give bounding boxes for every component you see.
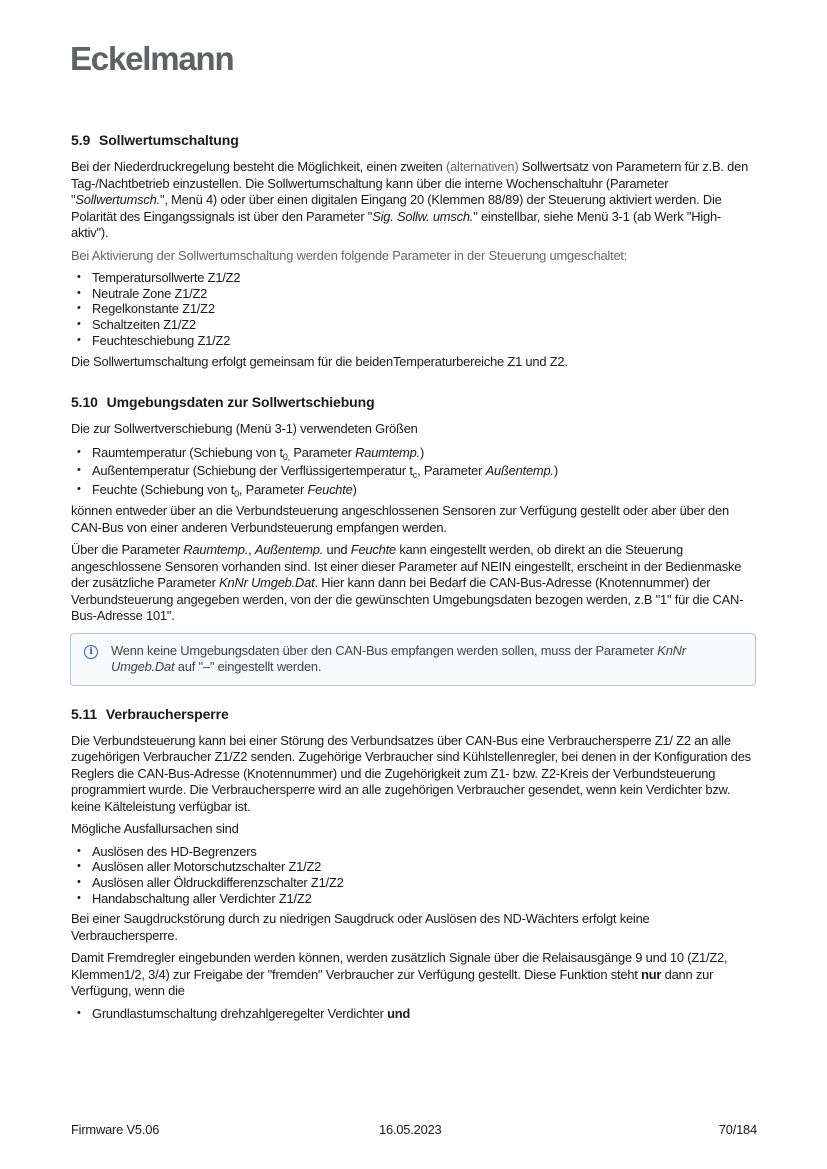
section-number: 5.11 bbox=[71, 705, 98, 722]
text: und bbox=[323, 542, 351, 558]
page-number: 70/184 bbox=[718, 1122, 757, 1137]
section-number: 5.10 bbox=[71, 394, 98, 411]
text: ", Menü 4) oder über einen digitalen Eingang 20 (Klemmen 88/89) der Steuerung aktiviert werden. Die Polarität des Eingangssignals ist über den Parameter " bbox=[71, 192, 722, 224]
list-item: • Handabschaltung aller Verdichter Z1/Z2 bbox=[77, 891, 757, 907]
text: Über die Parameter bbox=[71, 542, 184, 558]
list-item bbox=[77, 481, 757, 499]
text: dann zur Verfügung, wenn die bbox=[71, 966, 714, 999]
info-note-box bbox=[70, 633, 756, 686]
text: Grundlastumschaltung drehzahlgeregelter Verdichter bbox=[92, 1005, 388, 1021]
param-name: Sollwertumsch. bbox=[75, 192, 160, 207]
paragraph bbox=[71, 950, 757, 1000]
text: . Hier kann dann bei Bedarf die CAN-Bus-Adresse (Knotennummer) der Verbundsteuerung angegeben werden, von der die gewünschten Umgebungsdaten bezogen werden, z.B "1" für die CAN-Bus-Adresse 101". bbox=[71, 575, 744, 624]
param-name: Raumtemp. bbox=[355, 444, 420, 460]
bullet-list bbox=[71, 270, 757, 349]
list-item: • Regelkonstante Z1/Z2 bbox=[77, 301, 757, 317]
text: auf "–" eingestellt werden. bbox=[174, 659, 322, 675]
bullet-list bbox=[71, 844, 757, 907]
param-name: KnNr Umgeb.Dat bbox=[219, 575, 315, 591]
text: Parameter bbox=[289, 444, 356, 460]
section-title: Umgebungsdaten zur Sollwertschiebung bbox=[106, 394, 375, 411]
bullet-list bbox=[71, 1006, 757, 1022]
text: " einstellbar, siehe Menü 3-1 (ab Werk "High-aktiv"). bbox=[71, 208, 722, 240]
paragraph: Bei Aktivierung der Sollwertumschaltung werden folgende Parameter in der Steuerung umgeschaltet: bbox=[71, 247, 628, 263]
text: , Parameter bbox=[238, 481, 308, 497]
paragraph bbox=[71, 542, 757, 625]
section-heading-5-9 bbox=[71, 132, 757, 148]
section-title: Sollwertumschaltung bbox=[98, 132, 239, 148]
document-date: 16.05.2023 bbox=[379, 1122, 442, 1137]
text: , Parameter bbox=[417, 463, 486, 479]
list-item bbox=[77, 462, 757, 480]
text: kann eingestellt werden, ob direkt an die Steuerung angeschlossene Sensoren vorhanden sind. Ist einer dieser Parameter auf NEIN eingestellt, erscheint in der Bedienmaske der zusätzliche Parameter bbox=[71, 542, 742, 591]
list-item: • Auslösen des HD-Begrenzers bbox=[77, 844, 757, 860]
bullet-list bbox=[71, 444, 757, 499]
note-text bbox=[111, 643, 745, 676]
param-name: Außentemp. bbox=[485, 463, 554, 479]
text: ) bbox=[352, 481, 357, 497]
text: Raumtemperatur (Schiebung von t bbox=[92, 444, 283, 460]
paragraph: Bei einer Saugdruckstörung durch zu niedrigen Saugdruck oder Auslösen des ND-Wächters erfolgt keine Verbrauchersperre. bbox=[71, 911, 650, 943]
text: Feuchte (Schiebung von t bbox=[92, 481, 235, 497]
param-name: Sig. Sollw. umsch. bbox=[372, 208, 474, 224]
text: Damit Fremdregler eingebunden werden können, werden zusätzlich Signale über die Relaisausgänge 9 und 10 (Z1/Z2, Klemmen1/2, 3/4) zur Freigabe der "fremden" Verbraucher zur Verfügung gestellt. Diese Funktion steht bbox=[71, 950, 728, 982]
document-body bbox=[71, 132, 757, 1027]
list-item: • Neutrale Zone Z1/Z2 bbox=[77, 286, 757, 302]
company-logo: Eckelmann bbox=[70, 40, 234, 77]
paragraph: Die Sollwertumschaltung erfolgt gemeinsam für die beidenTemperaturbereiche Z1 und Z2. bbox=[71, 353, 568, 369]
info-icon: i bbox=[84, 645, 98, 659]
param-name: Feuchte bbox=[307, 481, 353, 497]
firmware-version: Firmware V5.06 bbox=[71, 1122, 160, 1137]
subscript: c bbox=[412, 470, 418, 481]
paragraph: Mögliche Ausfallursachen sind bbox=[71, 821, 239, 837]
text: Bei der Niederdruckregelung besteht die Möglichkeit, einen zweiten bbox=[71, 159, 446, 174]
subscript: 0, bbox=[282, 451, 290, 462]
emphasis: und bbox=[387, 1005, 411, 1021]
section-number: 5.9 bbox=[71, 132, 91, 148]
list-item bbox=[77, 1006, 757, 1022]
text: , bbox=[248, 542, 255, 558]
section-title: Verbrauchersperre bbox=[105, 705, 229, 722]
list-item bbox=[77, 444, 757, 462]
paragraph: Die zur Sollwertverschiebung (Menü 3-1) verwendeten Größen bbox=[71, 421, 418, 437]
subscript: 0 bbox=[234, 488, 239, 499]
text-grey: (alternativen) bbox=[445, 159, 519, 174]
paragraph: Die Verbundsteuerung kann bei einer Störung des Verbundsatzes über CAN-Bus eine Verbrauchersperre Z1/ Z2 an alle zugehörigen Verbraucher Z1/Z2 senden. Zugehörige Verbraucher sind Kühlstellenregler, bei denen in der Konfiguration des Reglers die CAN-Bus-Adresse (Knotennummer) und die Zugehörigkeit zum Z1- bzw. Z2-Kreis der Verbundsteuerung programmiert wurde. Die Verbrauchersperre wird an alle zugehörigen Verbraucher gesendet, wenn kein Verdichter bzw. keine Kälteleistung verfügbar ist. bbox=[71, 732, 751, 814]
text: Wenn keine Umgebungsdaten über den CAN-Bus empfangen werden sollen, muss der Parameter bbox=[111, 642, 658, 658]
text: Außentemperatur (Schiebung der Verflüssigertemperatur t bbox=[92, 463, 413, 479]
section-heading-5-11 bbox=[71, 706, 757, 722]
list-item: • Schaltzeiten Z1/Z2 bbox=[77, 317, 757, 333]
param-name: KnNr Umgeb.Dat bbox=[111, 642, 686, 675]
paragraph bbox=[71, 159, 757, 242]
paragraph: können entweder über an die Verbundsteuerung angeschlossenen Sensoren zur Verfügung gestellt oder aber über den CAN-Bus von einer anderen Verbundsteuerung empfangen werden. bbox=[71, 503, 729, 535]
list-item: • Auslösen aller Motorschutzschalter Z1/Z2 bbox=[77, 859, 757, 875]
text: ) bbox=[553, 463, 558, 479]
list-item: • Feuchteschiebung Z1/Z2 bbox=[77, 333, 757, 349]
list-item: • Temperatursollwerte Z1/Z2 bbox=[77, 270, 757, 286]
param-name: Außentemp. bbox=[254, 542, 324, 558]
text: Sollwertsatz von Parametern für z.B. den Tag-/Nachtbetrieb einzustellen. Die Sollwertumschaltung kann über die interne Wochenschaltuhr (Parameter " bbox=[71, 159, 749, 207]
section-heading-5-10 bbox=[71, 394, 757, 410]
list-item: • Auslösen aller Öldruckdifferenzschalter Z1/Z2 bbox=[77, 875, 757, 891]
text: ) bbox=[419, 444, 425, 460]
param-name: Feuchte bbox=[350, 542, 396, 558]
emphasis: nur bbox=[641, 966, 662, 982]
param-name: Raumtemp. bbox=[183, 542, 249, 558]
